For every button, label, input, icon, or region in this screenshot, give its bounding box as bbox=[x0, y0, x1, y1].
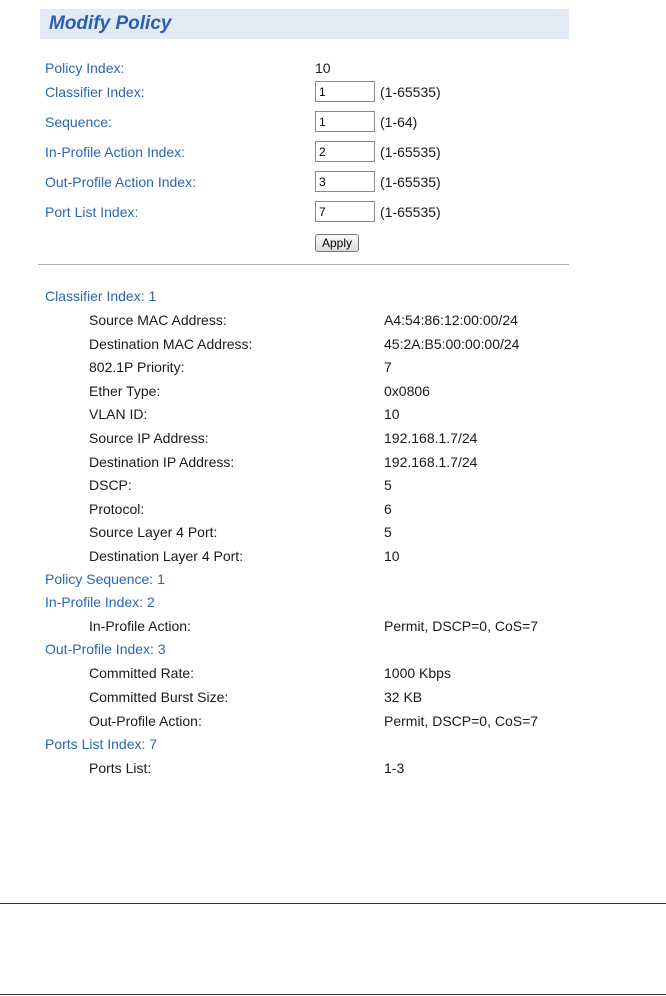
section-divider bbox=[38, 264, 569, 265]
out-profile-index-heading: Out-Profile Index: 3 bbox=[45, 641, 166, 657]
page-footer-line bbox=[0, 903, 666, 904]
in-profile-action-index-input[interactable] bbox=[315, 141, 375, 162]
detail-key: 802.1P Priority: bbox=[89, 359, 185, 376]
out-profile-action-index-row bbox=[45, 171, 565, 195]
policy-index-value: 10 bbox=[315, 60, 331, 76]
ports-list-index-heading: Ports List Index: 7 bbox=[45, 736, 158, 752]
detail-key: Source IP Address: bbox=[89, 430, 209, 446]
page-title-bar bbox=[40, 9, 569, 39]
detail-value: Permit, DSCP=0, CoS=7 bbox=[384, 712, 539, 729]
port-list-index-row bbox=[45, 201, 565, 225]
out-profile-action-index-input[interactable] bbox=[315, 171, 375, 192]
in-profile-index-heading: In-Profile Index: 2 bbox=[45, 594, 155, 610]
sequence-range: (1-64) bbox=[380, 114, 418, 130]
detail-value: 45:2A:B5:00:00:00/24 bbox=[384, 335, 520, 352]
detail-key: Ether Type: bbox=[89, 382, 161, 399]
detail-value: 1-3 bbox=[384, 760, 405, 776]
detail-value: 6 bbox=[384, 500, 392, 517]
detail-key: Destination MAC Address: bbox=[89, 335, 253, 352]
detail-value: A4:54:86:12:00:00/24 bbox=[384, 312, 518, 328]
page-title: Modify Policy bbox=[49, 13, 172, 34]
detail-key: Source Layer 4 Port: bbox=[89, 524, 218, 541]
in-profile-action-index-label: In-Profile Action Index: bbox=[45, 144, 186, 160]
policy-index-row bbox=[45, 57, 565, 81]
detail-value: 1000 Kbps bbox=[384, 665, 451, 681]
in-profile-action-index-row bbox=[45, 141, 565, 165]
detail-key: Destination IP Address: bbox=[89, 453, 235, 470]
detail-value: 10 bbox=[384, 548, 400, 564]
detail-key: Source MAC Address: bbox=[89, 312, 227, 328]
classifier-index-input[interactable] bbox=[315, 81, 375, 102]
detail-value: 7 bbox=[384, 359, 392, 376]
classifier-index-range: (1-65535) bbox=[380, 84, 441, 100]
detail-key: Destination Layer 4 Port: bbox=[89, 548, 244, 564]
detail-value: 0x0806 bbox=[384, 382, 430, 399]
detail-value: Permit, DSCP=0, CoS=7 bbox=[384, 618, 539, 634]
out-profile-action-index-label: Out-Profile Action Index: bbox=[45, 174, 196, 190]
detail-key: DSCP: bbox=[89, 477, 132, 494]
detail-value: 192.168.1.7/24 bbox=[384, 453, 478, 470]
apply-button[interactable]: Apply bbox=[315, 234, 359, 252]
detail-key: Committed Burst Size: bbox=[89, 688, 229, 705]
port-list-index-input[interactable] bbox=[315, 201, 375, 222]
detail-key: Ports List: bbox=[89, 760, 152, 776]
detail-value: 5 bbox=[384, 477, 392, 494]
sequence-label: Sequence: bbox=[45, 114, 112, 130]
detail-value: 5 bbox=[384, 524, 392, 541]
detail-value: 192.168.1.7/24 bbox=[384, 430, 478, 446]
out-profile-action-index-range: (1-65535) bbox=[380, 174, 441, 190]
classifier-index-label: Classifier Index: bbox=[45, 84, 145, 100]
sequence-row bbox=[45, 111, 565, 135]
detail-key: Out-Profile Action: bbox=[89, 712, 202, 729]
detail-value: 10 bbox=[384, 406, 400, 423]
port-list-index-range: (1-65535) bbox=[380, 204, 441, 220]
in-profile-action-index-range: (1-65535) bbox=[380, 144, 441, 160]
sequence-input[interactable] bbox=[315, 111, 375, 132]
page-bottom-line bbox=[0, 994, 666, 995]
detail-key: Protocol: bbox=[89, 500, 145, 517]
detail-key: Committed Rate: bbox=[89, 665, 195, 681]
detail-key: VLAN ID: bbox=[89, 406, 148, 423]
classifier-index-heading: Classifier Index: 1 bbox=[45, 288, 157, 304]
port-list-index-label: Port List Index: bbox=[45, 204, 139, 220]
policy-sequence-heading: Policy Sequence: 1 bbox=[45, 571, 165, 587]
policy-index-label: Policy Index: bbox=[45, 60, 125, 76]
detail-key: In-Profile Action: bbox=[89, 618, 191, 634]
classifier-index-row bbox=[45, 81, 565, 105]
detail-value: 32 KB bbox=[384, 688, 423, 705]
